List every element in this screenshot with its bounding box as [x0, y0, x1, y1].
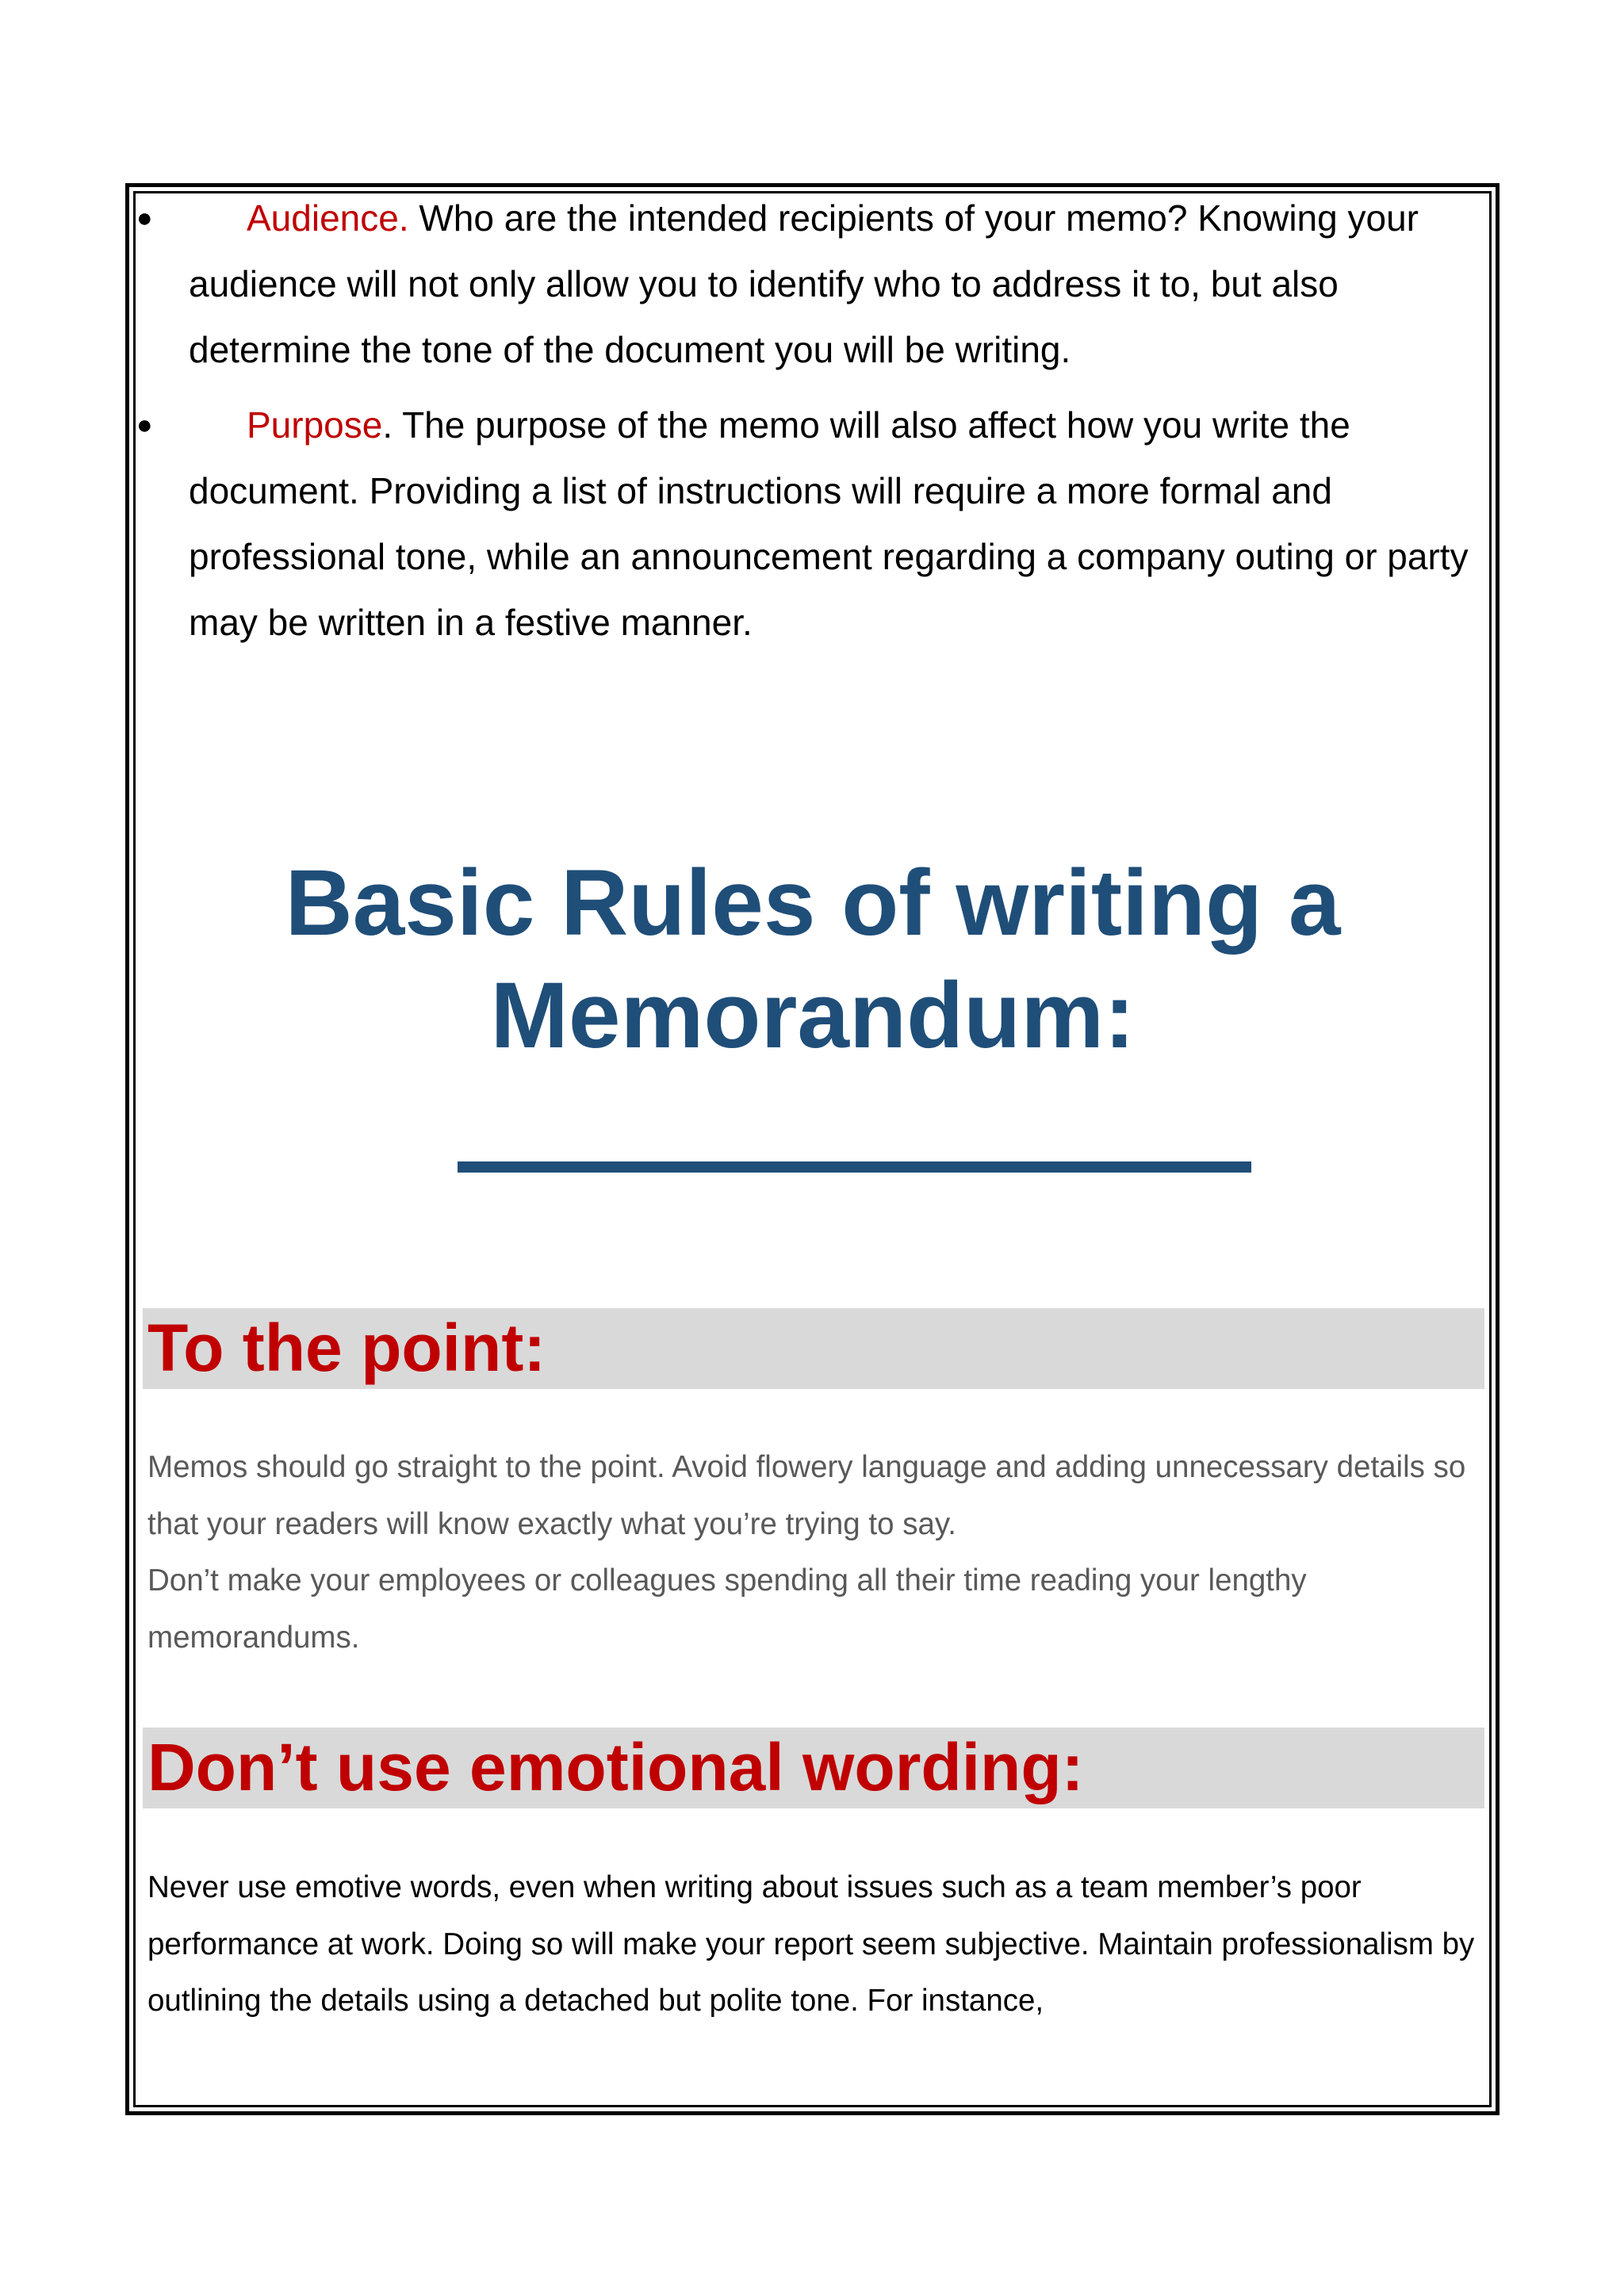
paragraph: Never use emotive words, even when writing about issues such as a team member’s poor performance at work. Doing so will make your report seem subjective. Maintain professionalism by outlining the details using a detached but polite tone. For instance,	[147, 1870, 1475, 2018]
paragraph: Don’t make your employees or colleagues spending all their time reading your lengthy memorandums.	[147, 1563, 1307, 1655]
paragraph: Memos should go straight to the point. Avoid flowery language and adding unnecessary details so that your readers will know exactly what you’re trying to say.	[147, 1450, 1466, 1541]
bullet-audience	[136, 186, 1484, 383]
bullet-text	[189, 186, 1484, 383]
bullet-text	[189, 392, 1484, 656]
bullet-body: Who are the intended recipients of your memo? Knowing your audience will not only allow you to identify who to address it to, but also determine the tone of the document you will be writing.	[189, 197, 1419, 370]
title-underline	[458, 1161, 1251, 1173]
section-body-to-the-point	[147, 1439, 1480, 1666]
section-heading-emotional-wording: Don’t use emotional wording:	[147, 1730, 1084, 1804]
bullet-purpose	[136, 392, 1484, 656]
bullet-body: . The purpose of the memo will also affect how you write the document. Providing a list of instructions will require a more formal and professional tone, while an announcement regarding a company outing or party may be written in a festive manner.	[189, 404, 1469, 643]
bullet-dot-icon: ●	[136, 410, 153, 440]
bullet-term: Audience.	[247, 197, 409, 239]
main-title-line2: Memorandum:	[490, 963, 1136, 1068]
bullet-term: Purpose	[247, 404, 383, 446]
bullet-dot-icon: ●	[136, 203, 153, 233]
section-body-emotional-wording	[147, 1859, 1480, 2030]
main-title	[143, 847, 1483, 1072]
section-heading-to-the-point: To the point:	[147, 1311, 546, 1385]
main-title-line1: Basic Rules of writing a	[285, 851, 1341, 955]
